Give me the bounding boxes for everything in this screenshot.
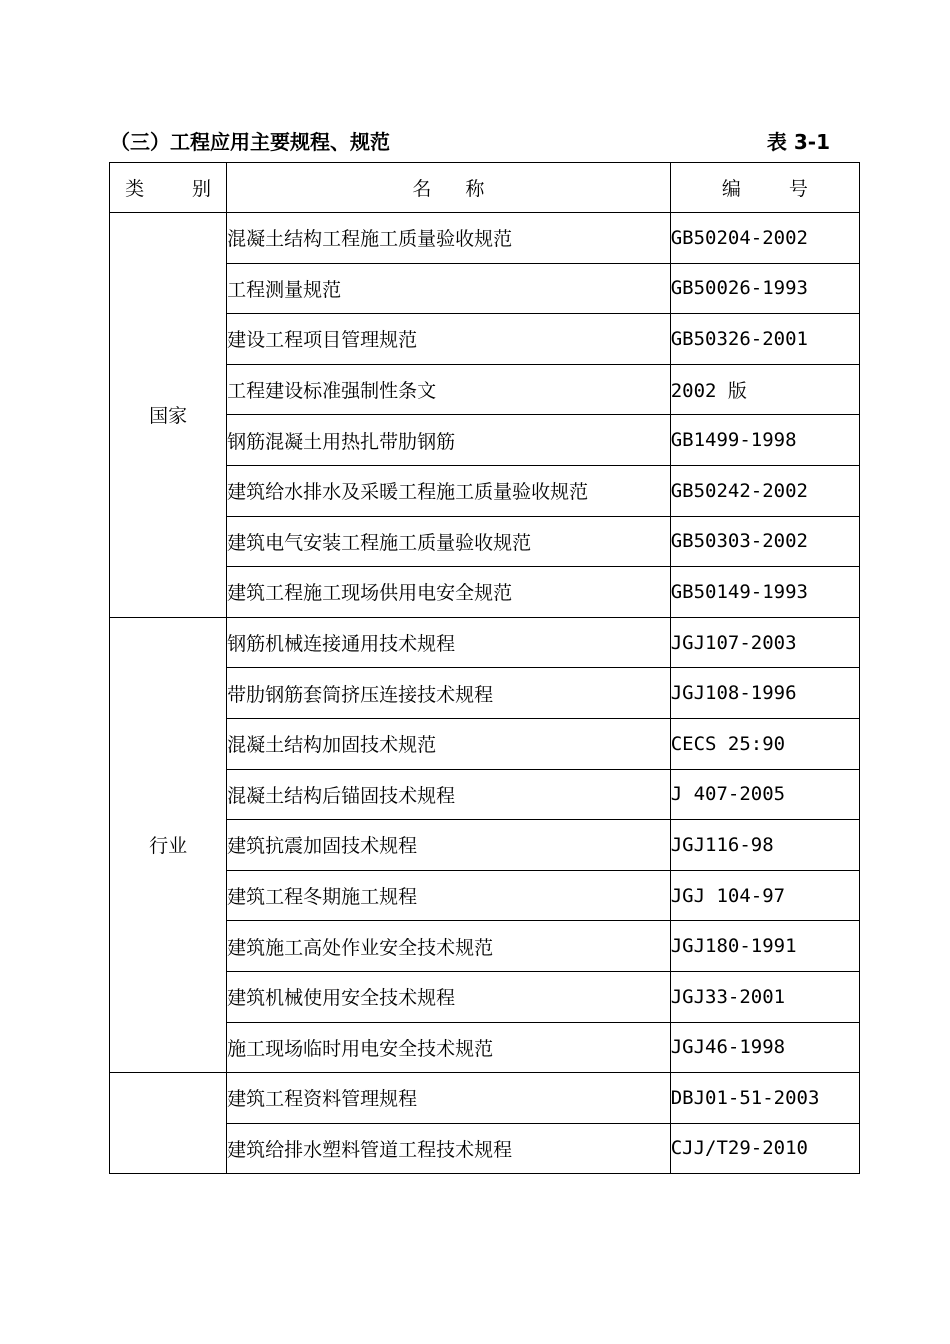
table-heading bbox=[110, 122, 830, 154]
standard-name-cell: 钢筋混凝土用热扎带肋钢筋 bbox=[227, 415, 671, 466]
standard-name-cell: 建筑工程资料管理规程 bbox=[227, 1073, 671, 1124]
standard-name-cell: 建设工程项目管理规范 bbox=[227, 314, 671, 365]
column-header-category bbox=[110, 163, 227, 213]
standard-code-cell: GB50326-2001 bbox=[670, 314, 859, 365]
standard-code-cell: CJJ/T29-2010 bbox=[670, 1123, 859, 1174]
standard-code-cell: JGJ108-1996 bbox=[670, 668, 859, 719]
standard-name-cell: 施工现场临时用电安全技术规范 bbox=[227, 1022, 671, 1073]
table-row bbox=[110, 617, 860, 668]
standard-code-cell: JGJ33-2001 bbox=[670, 971, 859, 1022]
standard-name-cell: 工程测量规范 bbox=[227, 263, 671, 314]
standard-code-cell: GB50026-1993 bbox=[670, 263, 859, 314]
standard-code-cell: CECS 25:90 bbox=[670, 718, 859, 769]
standard-name-cell: 建筑机械使用安全技术规程 bbox=[227, 971, 671, 1022]
standard-code-cell: GB50303-2002 bbox=[670, 516, 859, 567]
standard-code-cell: JGJ116-98 bbox=[670, 820, 859, 871]
header-row bbox=[110, 163, 860, 213]
standard-code-cell: JGJ46-1998 bbox=[670, 1022, 859, 1073]
category-cell: 行业 bbox=[110, 617, 227, 1072]
standard-name-cell: 建筑给水排水及采暖工程施工质量验收规范 bbox=[227, 465, 671, 516]
table-row bbox=[110, 1073, 860, 1124]
standard-code-cell: GB50204-2002 bbox=[670, 213, 859, 264]
category-cell: 国家 bbox=[110, 213, 227, 618]
category-header-char-1: 类 bbox=[125, 178, 145, 200]
section-title: （三）工程应用主要规程、规范 bbox=[110, 130, 390, 154]
standard-name-cell: 混凝土结构后锚固技术规程 bbox=[227, 769, 671, 820]
column-header-code bbox=[670, 163, 859, 213]
standard-code-cell: 2002 版 bbox=[670, 364, 859, 415]
name-header-char-2: 称 bbox=[465, 178, 485, 200]
table-row bbox=[110, 213, 860, 264]
name-header-char-1: 名 bbox=[412, 178, 432, 200]
category-header-char-2: 别 bbox=[192, 178, 212, 200]
standard-code-cell: GB1499-1998 bbox=[670, 415, 859, 466]
category-cell bbox=[110, 1073, 227, 1174]
standard-code-cell: GB50149-1993 bbox=[670, 567, 859, 618]
standard-name-cell: 建筑施工高处作业安全技术规范 bbox=[227, 921, 671, 972]
column-header-name bbox=[227, 163, 671, 213]
standard-name-cell: 建筑工程冬期施工规程 bbox=[227, 870, 671, 921]
standard-code-cell: GB50242-2002 bbox=[670, 465, 859, 516]
standard-name-cell: 钢筋机械连接通用技术规程 bbox=[227, 617, 671, 668]
standard-code-cell: JGJ180-1991 bbox=[670, 921, 859, 972]
table-number: 表 3-1 bbox=[766, 130, 830, 154]
standard-name-cell: 建筑给排水塑料管道工程技术规程 bbox=[227, 1123, 671, 1174]
standards-table bbox=[109, 162, 860, 1174]
code-header-char-1: 编 bbox=[721, 178, 741, 200]
standard-code-cell: DBJ01-51-2003 bbox=[670, 1073, 859, 1124]
standard-name-cell: 建筑电气安装工程施工质量验收规范 bbox=[227, 516, 671, 567]
standard-code-cell: JGJ107-2003 bbox=[670, 617, 859, 668]
standard-name-cell: 建筑工程施工现场供用电安全规范 bbox=[227, 567, 671, 618]
standard-code-cell: JGJ 104-97 bbox=[670, 870, 859, 921]
standard-name-cell: 建筑抗震加固技术规程 bbox=[227, 820, 671, 871]
standard-code-cell: J 407-2005 bbox=[670, 769, 859, 820]
standard-name-cell: 混凝土结构工程施工质量验收规范 bbox=[227, 213, 671, 264]
code-header-char-2: 号 bbox=[788, 178, 808, 200]
standard-name-cell: 带肋钢筋套筒挤压连接技术规程 bbox=[227, 668, 671, 719]
standard-name-cell: 混凝土结构加固技术规范 bbox=[227, 718, 671, 769]
table-body bbox=[110, 213, 860, 1174]
standard-name-cell: 工程建设标准强制性条文 bbox=[227, 364, 671, 415]
